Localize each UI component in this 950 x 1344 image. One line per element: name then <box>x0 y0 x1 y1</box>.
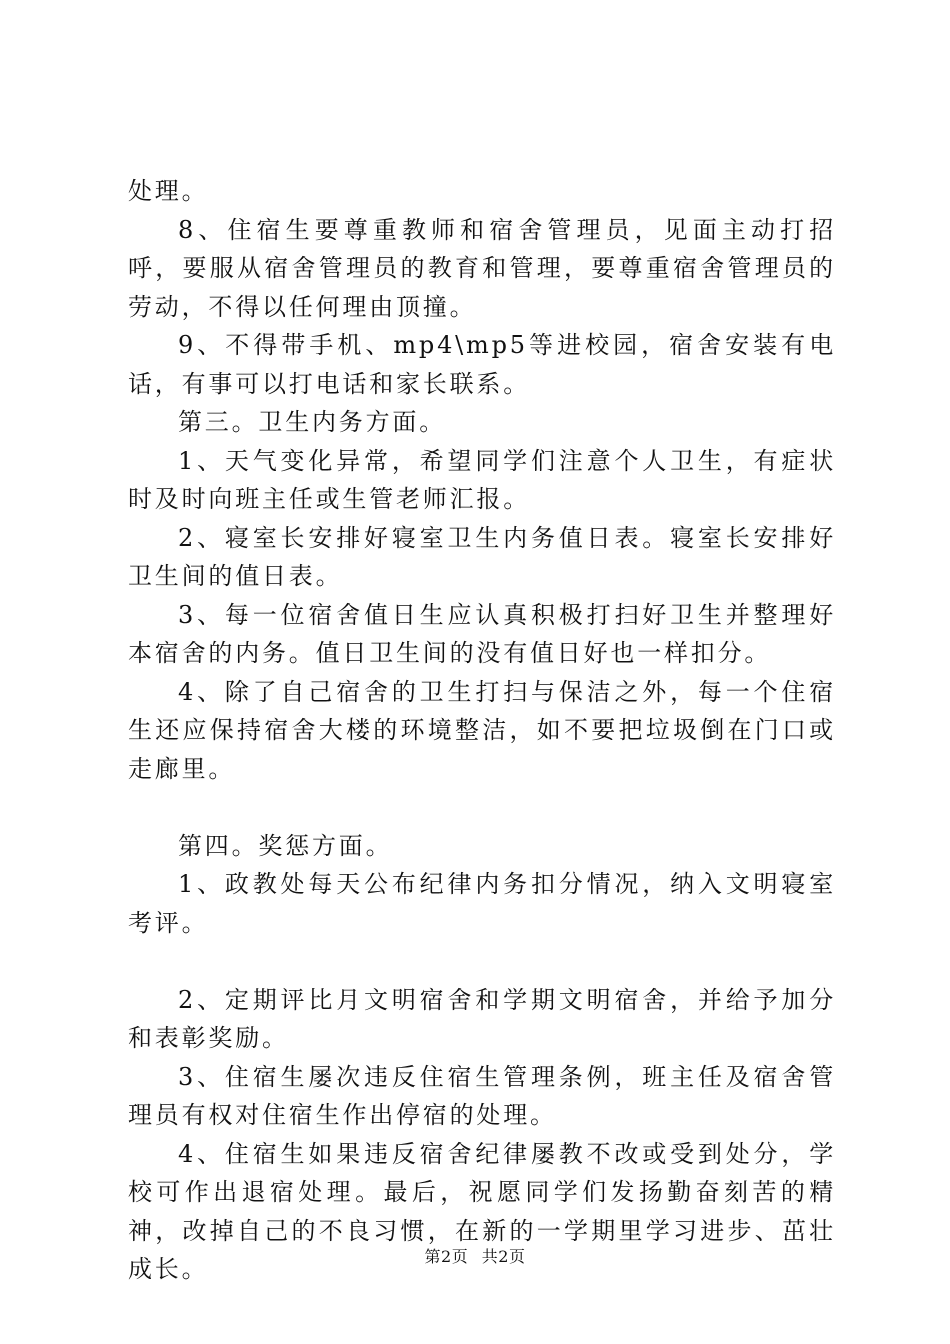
page-number-current: 第2页 <box>424 1247 469 1266</box>
paragraph-rewards-1: 1、政教处每天公布纪律内务扣分情况，纳入文明寝室考评。 <box>128 870 836 937</box>
paragraph-rewards-2: 2、定期评比月文明宿舍和学期文明宿舍，并给予加分和表彰奖励。 <box>128 985 836 1052</box>
paragraph-hygiene-4: 4、除了自己宿舍的卫生打扫与保洁之外，每一个住宿生还应保持宿舍大楼的环境整洁，如不要把垃圾倒在门口或走廊里。 <box>128 677 836 783</box>
paragraph-rule-8: 8、住宿生要尊重教师和宿舍管理员，见面主动打招呼，要服从宿舍管理员的教育和管理，要尊重宿舍管理员的劳动，不得以任何理由顶撞。 <box>128 215 836 321</box>
section-heading-rewards: 第四。奖惩方面。 <box>178 831 393 860</box>
document-body <box>128 172 836 1289</box>
paragraph-hygiene-2: 2、寝室长安排好寝室卫生内务值日表。寝室长安排好卫生间的值日表。 <box>128 523 836 590</box>
paragraph-hygiene-1: 1、天气变化异常，希望同学们注意个人卫生，有症状时及时向班主任或生管老师汇报。 <box>128 446 836 513</box>
page-number-total: 共2页 <box>481 1247 526 1266</box>
paragraph-rewards-3: 3、住宿生屡次违反住宿生管理条例，班主任及宿舍管理员有权对住宿生作出停宿的处理。 <box>128 1062 836 1129</box>
paragraph-continuation: 处理。 <box>128 177 209 205</box>
page-footer <box>0 1244 950 1267</box>
paragraph-rewards-4: 4、住宿生如果违反宿舍纪律屡教不改或受到处分，学校可作出退宿处理。最后，祝愿同学们发扬勤奋刻苦的精神，改掉自己的不良习惯，在新的一学期里学习进步、茁壮成长。 <box>128 1139 836 1283</box>
paragraph-hygiene-3: 3、每一位宿舍值日生应认真积极打扫好卫生并整理好本宿舍的内务。值日卫生间的没有值日好也一样扣分。 <box>128 600 836 667</box>
section-heading-hygiene: 第三。卫生内务方面。 <box>178 408 446 436</box>
paragraph-rule-9: 9、不得带手机、mp4\mp5等进校园，宿舍安装有电话，有事可以打电话和家长联系。 <box>128 331 836 398</box>
